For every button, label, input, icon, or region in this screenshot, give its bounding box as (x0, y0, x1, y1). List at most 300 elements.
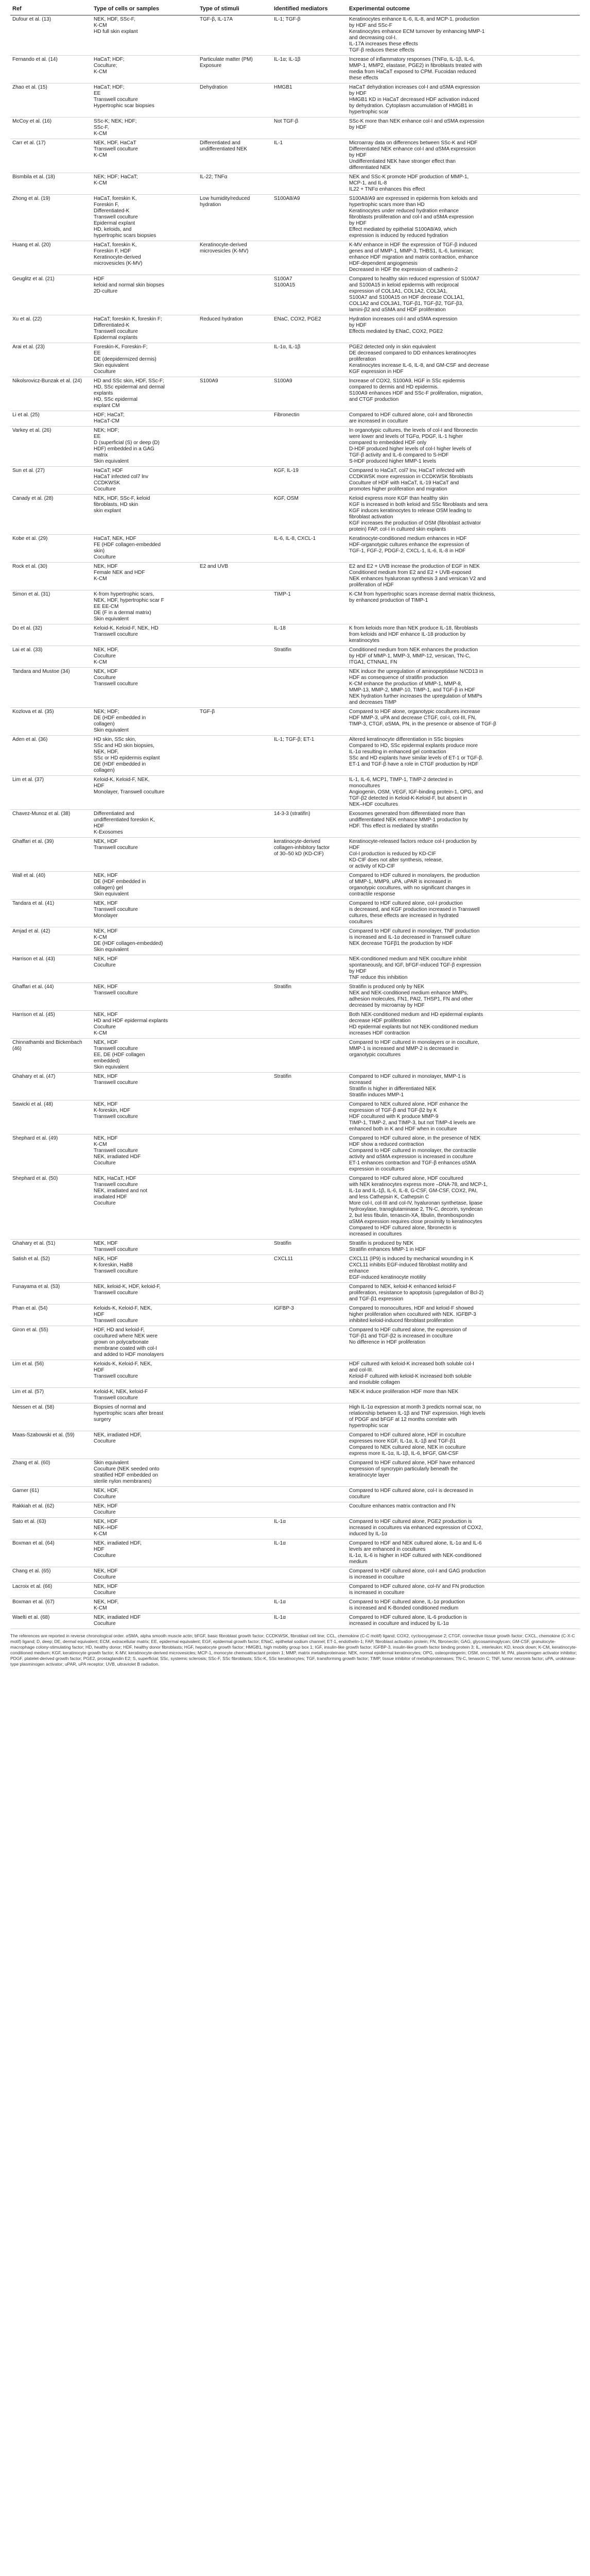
cell-ref: Ghahary et al. (51) (10, 1240, 92, 1255)
cell-outcome-line: by HDF (349, 969, 367, 974)
cell-outcome-line: TIMP-3, CTGF, αSMA, PN, in the presence or absence of TGF-β (349, 721, 496, 727)
cell-cells-samples (92, 1403, 198, 1431)
cell-outcome-line: 2, but less fibulin, tenascin-XA, fibulin, thrombospondin (349, 1213, 474, 1218)
cell-outcome-line: Compared to HDF cultured alone, col-IV and FN production (349, 1584, 484, 1589)
cell-mediators (272, 736, 347, 776)
cell-mediators-line: IL-1α; IL-1β (274, 57, 301, 62)
cell-cells-samples (92, 1614, 198, 1629)
cell-outcome-line: Compared to HaCaT, col7 lnv, HaCaT infected with (349, 468, 465, 473)
cell-outcome-line: Compared to HDF cultured in monolayer, TNF production (349, 928, 480, 934)
cell-cells-samples (92, 590, 198, 624)
cell-cells-samples-line: HaCaT; foreskin K, foreskin F; (94, 316, 162, 322)
cell-stimuli (198, 983, 272, 1011)
cell-outcome-line: IL-1α, IL-6 is higher in HDF cultured with NEK-conditioned (349, 1553, 482, 1558)
cell-outcome-line: K from keloids more than NEK produce IL-18, fibroblasts (349, 625, 478, 631)
cell-outcome-line: express more IL-1α, IL-1β, IL-6, bFGF, GM-CSF (349, 1451, 459, 1456)
cell-stimuli (198, 1039, 272, 1073)
cell-cells-samples-line: NEK, HDF, HaCaT (94, 140, 136, 146)
cell-outcome-line: from keloids and HDF enhance IL-18 production by (349, 632, 466, 637)
cell-cells-samples-line: embedded) (94, 1058, 120, 1064)
cell-cells-samples-line: NEK; HDF; HaCaT; (94, 174, 138, 180)
cell-mediators-line: IGFBP-3 (274, 1306, 294, 1311)
cell-cells-samples (92, 241, 198, 275)
cell-mediators-line: IL-1α (274, 1540, 286, 1546)
cell-outcome-line: contractile response (349, 891, 395, 897)
cell-outcome (347, 83, 580, 117)
cell-ref: Phan et al. (54) (10, 1304, 92, 1326)
cell-outcome-line: of PDGF and bFGF at 12 months correlate with (349, 1417, 457, 1422)
cell-outcome-line: Stratifin is produced by NEK (349, 1241, 414, 1246)
cell-stimuli (198, 838, 272, 872)
cell-ref: Sun et al. (27) (10, 467, 92, 495)
cell-cells-samples-line: Keloid-K, NEK, keloid-F (94, 1389, 148, 1395)
cell-ref: Chavez-Munoz et al. (38) (10, 810, 92, 838)
table-header (10, 3, 580, 15)
table-row (10, 838, 580, 872)
cell-outcome-line: High IL-1α expression at month 3 predicts normal scar, no (349, 1404, 481, 1410)
cell-cells-samples (92, 1502, 198, 1518)
cell-cells-samples (92, 495, 198, 535)
cell-outcome-line: hypertrophic scars more than HD (349, 202, 425, 208)
cell-cells-samples-line: DE (deepidermized dermis) (94, 357, 157, 362)
cell-stimuli (198, 427, 272, 467)
cell-outcome-line: K-CM from hypertrophic scars increase dermal matrix thickness, (349, 591, 495, 597)
cell-outcome (347, 1539, 580, 1567)
table-row (10, 173, 580, 195)
cell-stimuli (198, 173, 272, 195)
cell-ref: Giron et al. (55) (10, 1326, 92, 1360)
cell-outcome-line: HDF cocultured with K produce MMP-9 (349, 1114, 439, 1120)
cell-cells-samples-line: NEK, HDF (94, 928, 118, 934)
cell-mediators (272, 1175, 347, 1240)
cell-outcome-line: TGF-1, FGF-2, PDGF-2, CXCL-1, IL-6, IL-8 in HDF (349, 548, 466, 554)
cell-cells-samples-line: microvesicles (K-MV) (94, 261, 143, 266)
cell-outcome (347, 1011, 580, 1039)
cell-stimuli-line: TGF-β (200, 709, 215, 715)
cell-outcome-line: genes and of MMP-1, MMP-3, THBS1, IL-6, luminican; (349, 248, 474, 254)
cell-outcome (347, 377, 580, 411)
cell-outcome (347, 1431, 580, 1459)
cell-outcome-line: hypertrophic scar (349, 1423, 389, 1429)
cell-cells-samples-line: K-CM (94, 180, 107, 186)
cell-cells-samples (92, 275, 198, 315)
cell-mediators (272, 377, 347, 411)
cell-outcome-line: Increase of COX2, S100A9, HGF in SSc epidermis (349, 378, 465, 384)
cell-stimuli (198, 275, 272, 315)
cell-outcome-line: K-MV enhance in HDF the expression of TGF-β induced (349, 242, 477, 248)
cell-cells-samples-line: EE (94, 91, 101, 96)
cell-outcome-line: expression of COL1A1, COL1A2, COL3A1, (349, 289, 448, 294)
cell-mediators-line: keratinocyte-derived (274, 839, 321, 844)
cell-outcome-line: More col-I, col-III and col-IV, hyaluronan synthetase, lipase (349, 1200, 483, 1206)
cell-cells-samples-line: NEK, HDF (94, 1568, 118, 1574)
cell-cells-samples-line: explant CM (94, 403, 120, 409)
cell-cells-samples-line: Keratinocyte-derived (94, 255, 141, 260)
cell-mediators-line: Stratifin (274, 1074, 291, 1079)
cell-outcome (347, 241, 580, 275)
cell-cells-samples (92, 983, 198, 1011)
cell-cells-samples-line: HDF, HD and keloid-F, (94, 1327, 145, 1333)
cell-outcome-line: Compared to healthy skin reduced expression of S100A7 (349, 276, 479, 282)
cell-cells-samples-line: matrix (94, 452, 108, 458)
cell-stimuli (198, 1304, 272, 1326)
cell-cells-samples (92, 810, 198, 838)
cell-outcome-line: HDF-organotypic cultures enhance the expression of (349, 542, 470, 548)
cell-outcome-line: expression of TGF-β and TGF-β2 by K (349, 1108, 437, 1113)
cell-outcome-line: ET-1 enhances contraction and TGF-β enhances αSMA (349, 1160, 476, 1166)
cell-outcome-line: TGF-β reduces these effects (349, 47, 414, 53)
cell-mediators (272, 1304, 347, 1326)
cell-stimuli-line: microvesicles (K-MV) (200, 248, 249, 254)
cell-cells-samples-line: NEK; HDF; (94, 428, 119, 433)
cell-ref: Tandara and Mustoe (34) (10, 668, 92, 708)
cell-ref: Dufour et al. (13) (10, 15, 92, 56)
cell-cells-samples-line: Skin equivalent (94, 1064, 129, 1070)
cell-mediators-line: S100A15 (274, 282, 296, 288)
cell-outcome-line: HDF. This effect is mediated by stratifin (349, 823, 439, 829)
cell-cells-samples-line: Transwell coculture (94, 1395, 138, 1401)
cell-cells-samples-line: Skin equivalent (94, 1460, 129, 1466)
cell-outcome-line: Compared to HDF and NEK cultured alone, IL-1α and IL-6 (349, 1540, 482, 1546)
table-row (10, 736, 580, 776)
cell-cells-samples-line: K-CM (94, 1142, 107, 1147)
table-footnote: The references are reported in reverse chronological order. αSMA, alpha smooth muscle actin; bFGF, basic fibroblast growth factor; CCDKWSK, fibroblast cell line; CCL, chemokine (C-C motif) ligand; COX2, cyclooxygenase 2; CTGF, connective tissue growth factor; CXCL, chemokine (C-X-C motif) ligand; D, deep; DE, dermal equivalent; ECM, extracellular matrix; EE, epidermal equivalent; EGF, epidermal growth factor; ENaC, epithelial sodium channel; ET-1, endothelin-1; FAP, fibroblast activation protein; FN, fibronectin; GAG, glycosaminoglycan; GM-CSF, granulocyte-macrophage colony-stimulating factor; HD, healthy donor; HDF, healthy donor fibroblasts; HGF, hepatocyte growth factor; HMGB1, high mobility group box 1; IGF, insulin-like growth factor; IGFBP-3, insulin-like growth factor binding protein 3; IL, interleukin; KD, knock down; K-CM, keratinocyte-conditioned medium; KGF, keratinocyte growth factor; K-MV, keratinocyte-derived microvesicles; MCP-1, monocyte chemoattractant protein 1; MMP, matrix metalloproteinase; NEK, normal epidermal keratinocytes; OPG, osteoprotegerin; OSM, oncostatin M; PAI, plasminogen activator inhibitor; PDGF, platelet-derived growth factor; PGE2, prostaglandin E2; S, superficial; SSc, systemic sclerosis; SSc-F, SSc fibroblasts; SSc-K, SSc keratinocytes; TGF, transforming growth factor; TIMP, tissue inhibitor of metalloproteinases; TN-C, tenascin C; TNF, tumor necrosis factor; uPA, urokinase-type plasminogen activator; uPAR, uPA receptor; UVB, ultraviolet B radiation. (10, 1633, 577, 1667)
cell-mediators-line: Stratifin (274, 984, 291, 990)
table-row (10, 927, 580, 955)
cell-outcome (347, 1175, 580, 1240)
cell-outcome-line: Keratinocytes enhance ECM turnover by enhancing MMP-1 (349, 29, 485, 35)
cell-outcome-line: E2 and E2 + UVB increase the production of EGF in NEK (349, 564, 480, 569)
cell-outcome-line: monocultures (349, 783, 380, 789)
cell-outcome-line: were lower and levels of TGFα, PDGF, IL-1 higher (349, 434, 463, 439)
cell-outcome-line: is increased and K-Bonded conditioned medium (349, 1605, 459, 1611)
cell-stimuli (198, 736, 272, 776)
cell-outcome-line: differentiated NEK (349, 165, 391, 171)
cell-ref: Ghaffari et al. (44) (10, 983, 92, 1011)
cell-outcome-line: MCP-1, and IL-8 (349, 180, 387, 186)
cell-stimuli (198, 315, 272, 343)
cell-ref: Sawicki et al. (48) (10, 1100, 92, 1134)
cell-stimuli (198, 343, 272, 377)
cell-outcome-line: NEK-K induce proliferation HDF more than NEK (349, 1389, 459, 1395)
cell-mediators (272, 275, 347, 315)
cell-outcome-line: keratinocyte layer (349, 1472, 390, 1478)
cell-ref: Shephard et al. (49) (10, 1134, 92, 1175)
table-row (10, 590, 580, 624)
table-row (10, 56, 580, 83)
cell-outcome (347, 15, 580, 56)
cell-cells-samples-line: HD, keloids, and (94, 227, 132, 232)
cell-cells-samples-line: Female NEK and HDF (94, 570, 145, 575)
cell-outcome (347, 810, 580, 838)
cell-outcome-line: and decreases TIMP (349, 700, 397, 705)
cell-outcome-line: Decreased in HDF the expression of cadherin-2 (349, 267, 458, 273)
cell-outcome-line: increased in cocultures (349, 1231, 402, 1237)
cell-cells-samples-line: Transwell coculture (94, 1268, 138, 1274)
table-row (10, 955, 580, 983)
cell-cells-samples (92, 1598, 198, 1614)
cell-stimuli (198, 139, 272, 173)
cell-cells-samples (92, 1175, 198, 1240)
cell-mediators (272, 1073, 347, 1100)
cell-cells-samples-line: K-CM (94, 23, 107, 28)
cell-outcome-line: spontaneously, and IGF, bFGF-induced TGF-β expression (349, 962, 481, 968)
header-cells-samples: Type of cells or samples (92, 3, 198, 15)
cell-ref: Harrison et al. (43) (10, 955, 92, 983)
cell-stimuli-line: Low humidity/reduced (200, 196, 250, 201)
cell-cells-samples-line: SSc-F, (94, 125, 109, 130)
cell-cells-samples-line: SSc-K; NEK; HDF; (94, 118, 137, 124)
cell-outcome (347, 1100, 580, 1134)
cell-cells-samples-line: HD, SSc epidermal and dermal (94, 384, 165, 390)
cell-mediators-line: IL-1α (274, 1615, 286, 1620)
cell-outcome-line: KGF increases the production of OSM (fibroblast activator (349, 520, 481, 526)
cell-cells-samples-line: Coculture (94, 554, 116, 560)
cell-cells-samples-line: Transwell coculture (94, 1318, 138, 1324)
cell-outcome-line: coculture (349, 1494, 370, 1500)
cell-mediators (272, 1240, 347, 1255)
cell-outcome-line: Microarray data on differences between SSc-K and HDF (349, 140, 478, 146)
cell-cells-samples-line: NEK, HDF, (94, 1488, 119, 1494)
cell-mediators (272, 590, 347, 624)
cell-ref: Lai et al. (33) (10, 646, 92, 668)
cell-outcome-line: fibroblasts proliferation and col-I and αSMA expression (349, 214, 474, 220)
cell-outcome (347, 1304, 580, 1326)
cell-ref: Zhong et al. (19) (10, 195, 92, 241)
cell-outcome-line: by HDF (349, 125, 367, 130)
cell-cells-samples-line: collagen) (94, 721, 115, 727)
cell-cells-samples-line: HaCaT infected col7 lnv (94, 474, 148, 480)
cell-cells-samples-line: Transwell coculture (94, 907, 138, 912)
cell-mediators (272, 467, 347, 495)
cell-cells-samples-line: NEK, HDF, SSc-F, keloid (94, 496, 150, 501)
cell-cells-samples (92, 736, 198, 776)
cell-outcome-line: and S100A15 in keloid epidermis with reciprocal (349, 282, 459, 288)
cell-outcome-line: compared to embedded HDF only (349, 440, 427, 446)
cell-cells-samples-line: K-CM (94, 69, 107, 75)
cell-mediators (272, 563, 347, 590)
table-row (10, 1011, 580, 1039)
cell-outcome-line: Stratifin is higher in differentiated NEK (349, 1086, 436, 1092)
cell-mediators (272, 900, 347, 927)
cell-mediators (272, 983, 347, 1011)
cell-mediators (272, 1614, 347, 1629)
cell-cells-samples-line: Coculture (94, 1438, 116, 1444)
cell-stimuli (198, 1360, 272, 1388)
cell-cells-samples-line: NEK, HaCaT, HDF (94, 1176, 136, 1181)
cell-cells-samples-line: Coculture (94, 1590, 116, 1596)
cell-cells-samples (92, 195, 198, 241)
table-row (10, 668, 580, 708)
cell-outcome (347, 1614, 580, 1629)
cell-cells-samples-line: K-foreskin, HDF (94, 1108, 131, 1113)
header-stimuli: Type of stimuli (198, 3, 272, 15)
table-row (10, 624, 580, 646)
table-row (10, 563, 580, 590)
cell-cells-samples-line: HaCaT-CM (94, 418, 120, 424)
table-row (10, 708, 580, 736)
cell-outcome (347, 315, 580, 343)
cell-stimuli (198, 776, 272, 810)
cell-cells-samples-line: membrane coated with col-I (94, 1346, 157, 1351)
cell-outcome-line: inhibited keloid-induced fibroblast proliferation (349, 1318, 454, 1324)
cell-mediators (272, 1583, 347, 1598)
cell-outcome (347, 427, 580, 467)
cell-cells-samples-line: Coculture (94, 653, 116, 659)
cell-outcome-line: Increase of inflammatory responses (TNFα, IL-1β, IL-6, (349, 57, 475, 62)
cell-stimuli-line: Particulate matter (PM) (200, 57, 253, 62)
cell-cells-samples-line: Epidermal explant (94, 221, 135, 226)
cell-outcome-line: Altered keratinocyte differentiation in SSc biopsies (349, 737, 464, 742)
cell-cells-samples-line: Keloid-K, Keloid-F, NEK, HD (94, 625, 159, 631)
cell-stimuli (198, 1175, 272, 1240)
cell-outcome-line: enhance HDF migration and matrix contraction, enhance (349, 255, 478, 260)
table-row (10, 1360, 580, 1388)
cell-outcome-line: Compared to HDF cultured alone, col-I production (349, 901, 463, 906)
cell-cells-samples-line: CCDKWSK (94, 480, 120, 486)
table-row (10, 1431, 580, 1459)
cell-outcome-line: organotypic cocultures (349, 1052, 401, 1058)
cell-cells-samples-line: hypertrophic scars biopsies (94, 233, 157, 239)
cell-outcome-line: Keratinocytes increase IL-6, IL-8, and GM-CSF and decrease (349, 363, 489, 368)
cell-cells-samples-line: Keloids-K, Keloid-F, NEK, (94, 1361, 152, 1367)
cell-cells-samples-line: Transwell coculture (94, 1046, 138, 1052)
cell-cells-samples-line: NEK, HDF (94, 669, 118, 674)
cell-outcome-line: NEK decrease TGFβ1 the production by HDF (349, 941, 453, 946)
cell-mediators-line: IL-1α, IL-1β (274, 344, 301, 350)
cell-outcome-line: TGF-β activity and IL-6 compared to S-HDF (349, 452, 449, 458)
cell-outcome-line: S-HDF produced higher MMP-1 levels (349, 459, 436, 464)
cell-outcome-line: MMP-13, MMP-2, MMP-10, TIMP-1, and TGF-β in HDF (349, 687, 475, 693)
cell-outcome-line: cocultures (349, 919, 373, 925)
cell-mediators (272, 872, 347, 900)
cell-mediators (272, 810, 347, 838)
cell-cells-samples-line: K-foreskin, HaB8 (94, 1262, 133, 1268)
cell-outcome-line: fibroblast activation (349, 514, 393, 520)
cell-cells-samples-line: Skin equivalent (94, 459, 129, 464)
cell-cells-samples-line: Transwell coculture (94, 329, 138, 334)
cell-outcome-line: protein) FAP, col-I in cultured skin explants (349, 527, 446, 532)
cell-cells-samples (92, 173, 198, 195)
cell-cells-samples (92, 56, 198, 83)
cell-outcome (347, 646, 580, 668)
cell-outcome (347, 535, 580, 563)
cell-stimuli-line: undifferentiated NEK (200, 146, 248, 152)
table-row (10, 1304, 580, 1326)
cell-mediators (272, 411, 347, 427)
cell-cells-samples-line: K-CM (94, 659, 107, 665)
cell-outcome-line: by dehydration. Cytoplasm accumulation of HMGB1 in (349, 103, 473, 109)
table-row (10, 1403, 580, 1431)
cell-outcome-line: NEK-conditioned medium and NEK coculture inhibit (349, 956, 467, 962)
table-row (10, 275, 580, 315)
cell-ref: Li et al. (25) (10, 411, 92, 427)
cell-cells-samples-line: Biopsies of normal and (94, 1404, 146, 1410)
cell-cells-samples (92, 1073, 198, 1100)
cell-stimuli (198, 646, 272, 668)
cell-ref: Sato et al. (63) (10, 1518, 92, 1539)
cell-outcome-line: Effects mediated by ENaC, COX2, PGE2 (349, 329, 443, 334)
cell-outcome-line: media from HaCaT exposed to CPM. Fucoidan reduced (349, 69, 476, 75)
cell-stimuli (198, 56, 272, 83)
cell-ref: Bismbila et al. (18) (10, 173, 92, 195)
cell-cells-samples-line: NEK, HDF, SSc-F, (94, 16, 135, 22)
cell-stimuli-line: IL-22; TNFα (200, 174, 228, 180)
cell-mediators-line: S100A8/A9 (274, 196, 300, 201)
cell-cells-samples-line: DE (HDF embedded in (94, 761, 146, 767)
cell-outcome-line: by enhanced production of TIMP-1 (349, 598, 428, 603)
cell-cells-samples-line: DE (HDF embedded in (94, 879, 146, 885)
cell-mediators (272, 427, 347, 467)
cell-ref: Chang et al. (65) (10, 1567, 92, 1583)
cell-outcome-line: proliferation, resistance to apoptosis (upregulation of Bcl-2) (349, 1290, 484, 1296)
cell-cells-samples-line: Transwell coculture (94, 214, 138, 220)
cell-outcome-line: TGF-β2 detected in Keloid-K-Keloid-F, but absent in (349, 795, 467, 801)
cell-outcome-line: by HDF of MMP-1, MMP-3, MMP-12, versican, TN-C, (349, 653, 471, 659)
cell-mediators-line: CXCL11 (274, 1256, 293, 1262)
cell-outcome-line: Compared to NEK, keloid-K enhanced keloid-F (349, 1284, 456, 1290)
table-row (10, 1039, 580, 1073)
cell-mediators-line: KGF, IL-19 (274, 468, 299, 473)
table-row (10, 1583, 580, 1598)
cell-cells-samples (92, 139, 198, 173)
cell-cells-samples-line: Keloid-K, Keloid-F, NEK, (94, 777, 150, 783)
cell-stimuli (198, 1073, 272, 1100)
cell-cells-samples (92, 927, 198, 955)
cell-cells-samples-line: D (superficial (S) or deep (D) (94, 440, 160, 446)
cell-stimuli-line: TGF-β, IL-17A (200, 16, 233, 22)
cell-outcome-line: Compared to HDF cultured alone, the expression of (349, 1327, 467, 1333)
cell-cells-samples-line: Transwell coculture (94, 845, 138, 851)
cell-cells-samples-line: HaCaT; HDF; (94, 84, 125, 90)
cell-cells-samples-line: NEK, irradiated HDF (94, 1154, 141, 1160)
cell-ref: Carr et al. (17) (10, 139, 92, 173)
cell-mediators (272, 195, 347, 241)
cell-cells-samples-line: Transwell coculture (94, 97, 138, 103)
cell-outcome (347, 1459, 580, 1487)
cell-outcome-line: increased (349, 1080, 372, 1086)
cell-outcome-line: is decreased, and KGF production increased in Transwell (349, 907, 480, 912)
cell-stimuli-line: Keratinocyte-derived (200, 242, 247, 248)
cell-cells-samples-line: NEK, HDF (94, 1136, 118, 1141)
cell-outcome (347, 117, 580, 139)
cell-outcome (347, 467, 580, 495)
cell-mediators (272, 1134, 347, 1175)
table-row (10, 83, 580, 117)
cell-mediators-line: IL-1 (274, 140, 283, 146)
cell-cells-samples-line: NEK, HDF (94, 1040, 118, 1045)
cell-ref: Harrison et al. (45) (10, 1011, 92, 1039)
table-row (10, 411, 580, 427)
cell-cells-samples-line: skin explant (94, 508, 121, 514)
cell-mediators (272, 624, 347, 646)
cell-cells-samples (92, 624, 198, 646)
cell-outcome-line: and TGF-β1 expression (349, 1296, 404, 1302)
cell-outcome-line: is increased in coculture (349, 1574, 405, 1580)
cell-stimuli (198, 83, 272, 117)
cell-stimuli (198, 1011, 272, 1039)
cell-outcome-line: IL22 + TNFα enhances this effect (349, 187, 425, 192)
table-row (10, 241, 580, 275)
table-row (10, 315, 580, 343)
table-row (10, 646, 580, 668)
cell-cells-samples (92, 1431, 198, 1459)
cell-outcome-line: hypertrophic scar (349, 109, 389, 115)
cell-cells-samples-line: hypertrophic scars after breast (94, 1411, 164, 1416)
cell-cells-samples-line: Differentiated and (94, 811, 134, 817)
cell-ref: Canady et al. (28) (10, 495, 92, 535)
cell-outcome (347, 1255, 580, 1283)
